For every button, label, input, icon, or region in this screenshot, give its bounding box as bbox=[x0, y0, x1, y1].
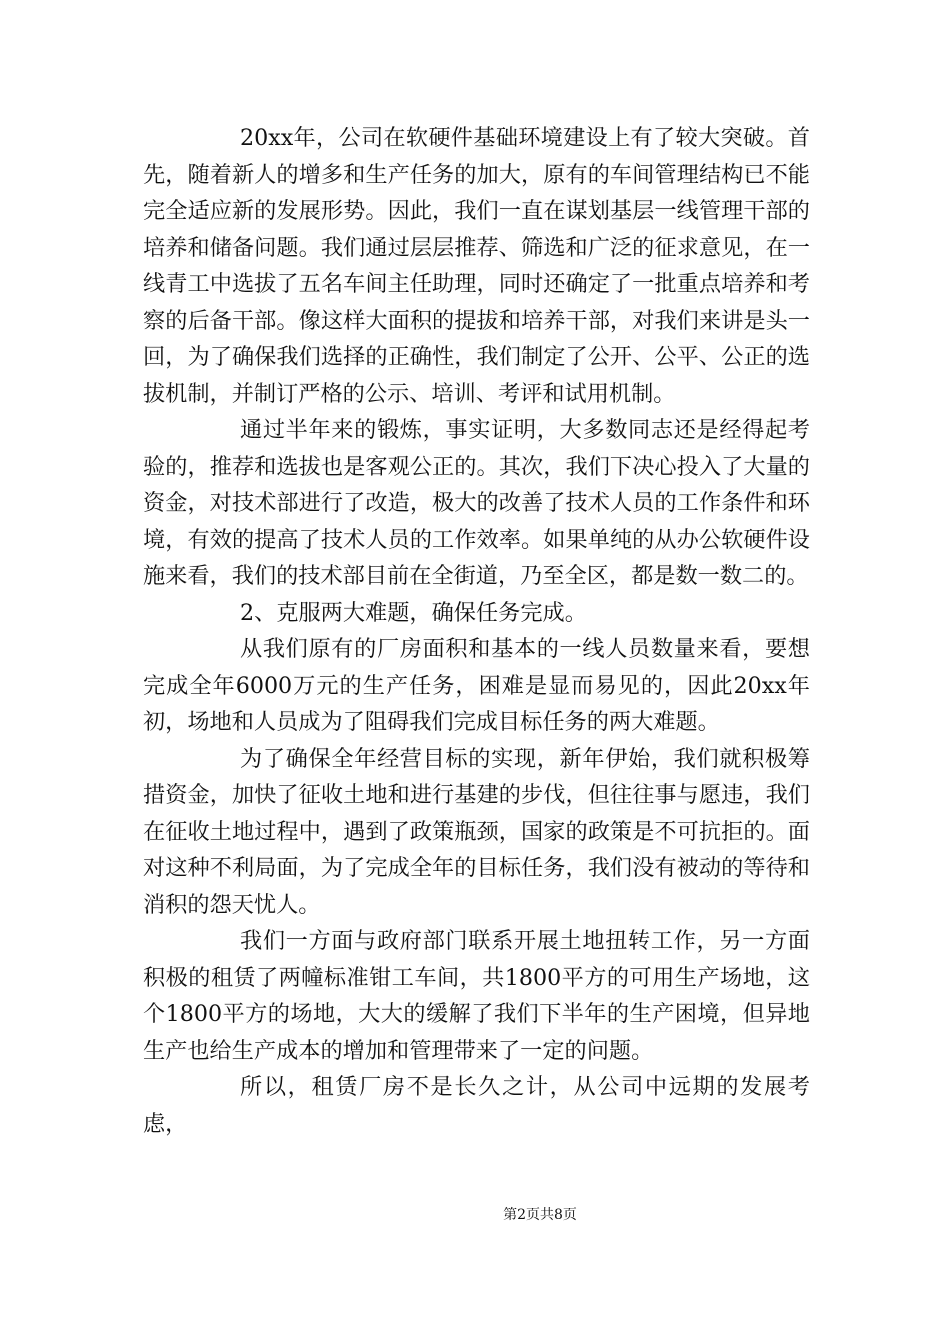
paragraph-2: 通过半年来的锻炼，事实证明，大多数同志还是经得起考验的，推荐和选拔也是客观公正的。其次，我们下决心投入了大量的资金，对技术部进行了改造，极大的改善了技术人员的工作条件和环境，有效的提高了技术人员的工作效率。如果单纯的从办公软硬件设施来看，我们的技术部目前在全街道，乃至全区，都是数一数二的。 bbox=[143, 417, 810, 589]
paragraph-5: 我们一方面与政府部门联系开展土地扭转工作，另一方面积极的租赁了两幢标准钳工车间，共1800平方的可用生产场地，这个1800平方的场地，大大的缓解了我们下半年的生产困境，但异地生产也给生产成本的增加和管理带来了一定的问题。 bbox=[143, 928, 810, 1064]
paragraph-3: 从我们原有的厂房面积和基本的一线人员数量来看，要想完成全年6000万元的生产任务，困难是显而易见的，因此20xx年初，场地和人员成为了阻碍我们完成目标任务的两大难题。 bbox=[143, 636, 810, 735]
paragraph-1: 20xx年，公司在软硬件基础环境建设上有了较大突破。首先，随着新人的增多和生产任务的加大，原有的车间管理结构已不能完全适应新的发展形势。因此，我们一直在谋划基层一线管理干部的培养和储备问题。我们通过层层推荐、筛选和广泛的征求意见，在一线青工中选拔了五名车间主任助理，同时还确定了一批重点培养和考察的后备干部。像这样大面积的提拔和培养干部，对我们来讲是头一回，为了确保我们选择的正确性，我们制定了公开、公平、公正的选拔机制，并制订严格的公示、培训、考评和试用机制。 bbox=[143, 125, 810, 407]
paragraph-4: 为了确保全年经营目标的实现，新年伊始，我们就积极筹措资金，加快了征收土地和进行基建的步伐，但往往事与愿违，我们在征收土地过程中，遇到了政策瓶颈，国家的政策是不可抗拒的。面对这种不利局面，为了完成全年的目标任务，我们没有被动的等待和消积的怨天忧人。 bbox=[143, 745, 810, 918]
paragraph-6: 所以，租赁厂房不是长久之计，从公司中远期的发展考虑， bbox=[143, 1074, 810, 1137]
section-heading: 2、克服两大难题，确保任务完成。 bbox=[240, 599, 587, 626]
document-body bbox=[143, 120, 810, 1142]
page-number-footer: 第2页共8页 bbox=[503, 1207, 577, 1223]
